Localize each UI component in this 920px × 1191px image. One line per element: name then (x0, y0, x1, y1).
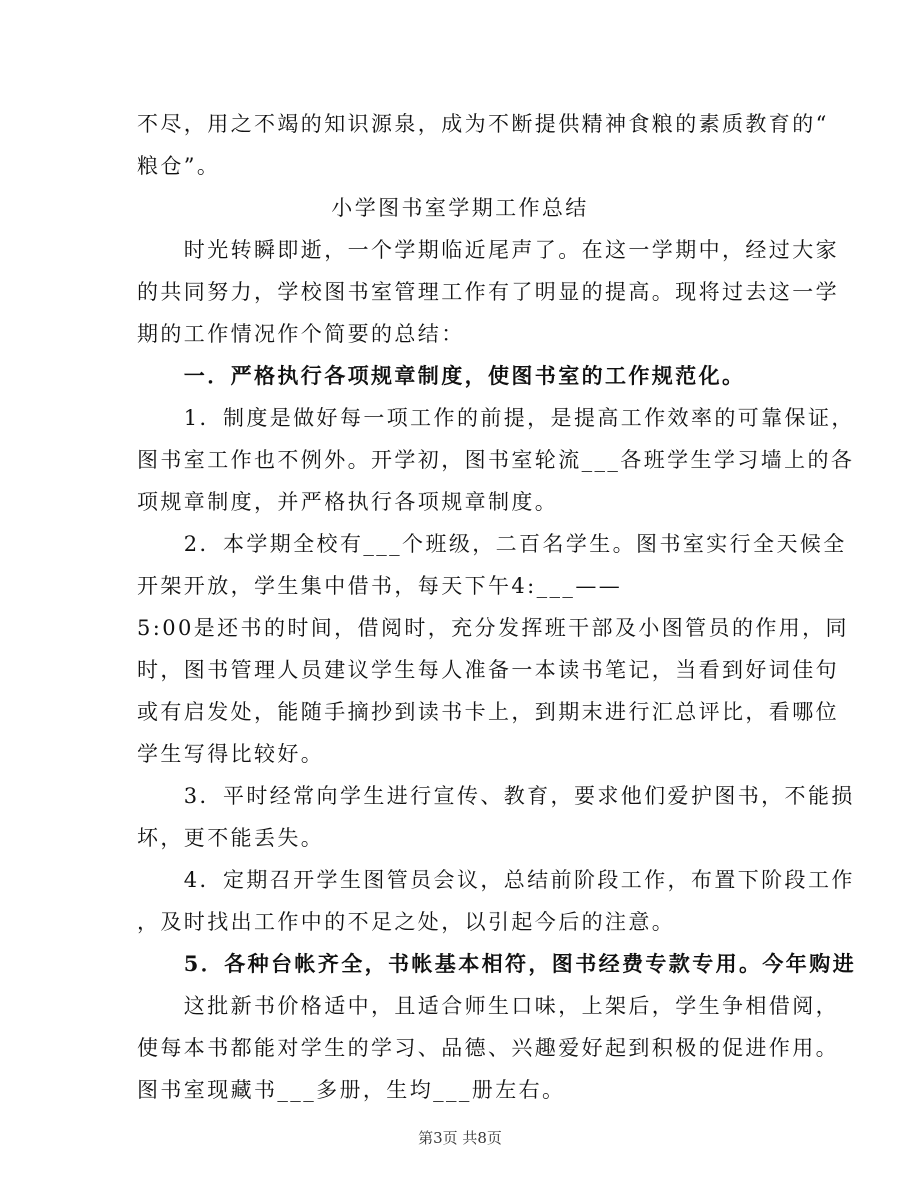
body-line: 粮仓”。 (137, 154, 221, 178)
section-heading: 一．严格执行各项规章制度，使图书室的工作规范化。 (137, 363, 746, 388)
body-line: ，及时找出工作中的不足之处，以引起今后的注意。 (137, 910, 676, 934)
body-line: 图书室现藏书___多册，生均___册左右。 (137, 1078, 566, 1102)
section-title: 小学图书室学期工作总结 (331, 196, 589, 220)
body-line: 使每本书都能对学生的学习、品德、兴趣爱好起到积极的促进作用。 (137, 1036, 839, 1060)
body-line: 的共同努力，学校图书室管理工作有了明显的提高。现将过去这一学 (137, 280, 839, 304)
body-line: 期的工作情况作个简要的总结： (137, 322, 465, 346)
body-line: 时，图书管理人员建议学生每人准备一本读书笔记，当看到好词佳句 (137, 658, 839, 682)
page-number: 第3页 共8页 (418, 1129, 502, 1147)
body-line: 3．平时经常向学生进行宣传、教育，要求他们爱护图书，不能损 (137, 784, 855, 808)
body-line: 4．定期召开学生图管员会议，总结前阶段工作，布置下阶段工作 (137, 868, 855, 892)
body-line: 5:00是还书的时间，借阅时，充分发挥班干部及小图管员的作用，同 (137, 616, 849, 640)
body-line: 这批新书价格适中，且适合师生口味，上架后，学生争相借阅， (137, 994, 839, 1018)
body-line: 不尽，用之不竭的知识源泉，成为不断提供精神食粮的素质教育的“ (137, 112, 829, 136)
body-line: 学生写得比较好。 (137, 742, 325, 766)
body-line: 开架开放，学生集中借书，每天下午4:___—— (137, 574, 623, 598)
body-line: 2．本学期全校有___个班级，二百名学生。图书室实行全天候全 (137, 532, 847, 556)
body-line: 坏，更不能丢失。 (137, 826, 325, 850)
body-line: 时光转瞬即逝，一个学期临近尾声了。在这一学期中，经过大家 (137, 238, 839, 262)
body-line: 项规章制度，并严格执行各项规章制度。 (137, 490, 559, 514)
section-heading: 5．各种台帐齐全，书帐基本相符，图书经费专款专用。今年购进 (137, 951, 857, 976)
body-line: 1．制度是做好每一项工作的前提，是提高工作效率的可靠保证， (137, 406, 855, 430)
body-line: 或有启发处，能随手摘抄到读书卡上，到期末进行汇总评比，看哪位 (137, 700, 839, 724)
body-line: 图书室工作也不例外。开学初，图书室轮流___各班学生学习墙上的各 (137, 448, 855, 472)
